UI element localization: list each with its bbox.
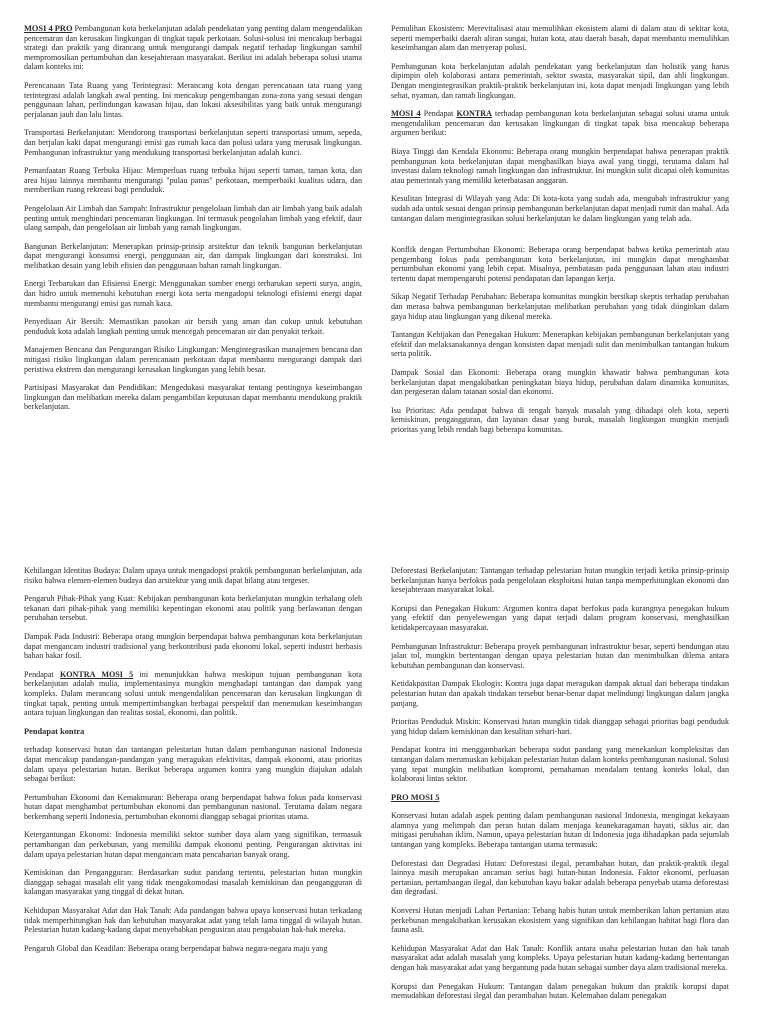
paragraph: Dampak Sosial dan Ekonomi: Beberapa orang mungkin khawatir bahwa pembangunan kota berkelanjutan dapat mengakibatkan peningkatan biaya hidup, perubahan dalam dinamika komunitas, dan pergeseran dalam tatanan sosial dan ekonomi.	[391, 368, 729, 397]
paragraph	[391, 109, 729, 138]
heading-mosi-4: MOSI 4	[391, 109, 421, 119]
paragraph: Ketergantungan Ekonomi: Indonesia memiliki sektor sumber daya alam yang signifikan, termasuk pertambangan dan perkebunan, yang memiliki dampak ekonomi penting. Pengurangan aktivitas ini dalam upaya pelestarian hutan dapat mengancam mata pencaharian banyak orang.	[24, 830, 362, 859]
paragraph: Pembangunan kota berkelanjutan adalah pendekatan yang berkelanjutan dan holistik yang harus dipimpin oleh kolaborasi antara pemerintah, sektor swasta, masyarakat sipil, dan ahli lingkungan. Dengan mengintegrasikan praktik-praktik berkelanjutan ini, kota dapat menjadi lingkungan yang lebih sehat, nyaman, dan ramah lingkungan.	[391, 61, 729, 100]
paragraph: Sikap Negatif Terhadap Perubahan: Beberapa komunitas mungkin bersikap skeptis terhadap perubahan dan merasa bahwa pembangunan berkelanjutan melibatkan perubahan yang tidak diinginkan dalam gaya hidup atau lingkungan yang dikenal mereka.	[391, 292, 729, 321]
paragraph: Pengelolaan Air Limbah dan Sampah: Infrastruktur pengelolaan limbah dan air limbah yang baik adalah penting untuk menghindari pencemaran lingkungan. Ini termasuk pengolahan limbah yang efektif, daur ulang sampah, dan pengelolaan air limbah yang ramah lingkungan.	[24, 203, 362, 233]
heading-pro-mosi-5: PRO MOSI 5	[391, 792, 440, 802]
column-top-right	[391, 24, 729, 514]
paragraph: Partisipasi Masyarakat dan Pendidikan: Mengedukasi masyarakat tentang pentingnya keseimbangan lingkungan dan melibatkan mereka dalam pengambilan keputusan dapat membantu mendukung praktik berkelanjutan.	[24, 383, 362, 412]
paragraph	[24, 670, 362, 718]
paragraph: Pengaruh Pihak-Pihak yang Kuat: Kebijakan pembangunan kota berkelanjutan mungkin terhalang oleh tekanan dari pihak-pihak yang memiliki kepentingan ekonomi atau politik yang berlawanan dengan perubahan tersebut.	[24, 594, 362, 623]
paragraph: Pemulihan Ekosistem: Merevitalisasi atau memulihkan ekosistem alami di dalam atau di sekitar kota, seperti memperbaiki daerah aliran sungai, hutan kota, atau daerah basah, dapat membantu memulihkan keseimbangan alam dan menyerap polusi.	[391, 24, 729, 53]
paragraph: Kemiskinan dan Pengangguran: Berdasarkan sudut pandang tertentu, pelestarian hutan mungkin dianggap sebagai masalah elit yang tidak mengakomodasi masalah kemiskinan dan pengangguran di kalangan masyarakat yang tinggal di dekat hutan.	[24, 868, 362, 897]
paragraph: Transportasi Berkelanjutan: Mendorong transportasi berkelanjutan seperti transportasi umum, sepeda, dan berjalan kaki dapat mengurangi emisi gas rumah kaca dan polusi udara yang merusak lingkungan. Pembangunan infrastruktur yang mendukung transportasi berkelanjutan adalah kunci.	[24, 128, 362, 157]
inline-text: ini menunjukkan bahwa meskipun tujuan pembangunan kota berkelanjutan adalah mulia, implementasinya mungkin menghadapi tantangan dan dampak yang kompleks. Dalam merancang solusi untuk mengendalikan pencemaran dan kerusakan lingkungan di tingkat tapak, penting untuk mempertimbangkan berbagai perspektif dan menemukan keseimbangan antara tujuan lingkungan dan realitas sosial, ekonomi, dan politik.	[24, 669, 362, 718]
paragraph: Prioritas Penduduk Miskin: Konservasi hutan mungkin tidak dianggap sebagai prioritas bagi penduduk yang hidup dalam kemiskinan dan kesulitan sehari-hari.	[391, 717, 729, 736]
column-bottom-right	[391, 566, 729, 1024]
paragraph: Manajemen Bencana dan Pengurangan Risiko Lingkungan: Mengintegrasikan manajemen bencana dan mitigasi risiko lingkungan dalam perencanaan perkotaan dapat membantu mengurangi dampak dari peristiwa ekstrem dan mengurangi kerusakan lingkungan yang lebih besar.	[24, 345, 362, 374]
heading-mosi-4-pro: MOSI 4 PRO	[24, 24, 73, 33]
paragraph: Pertumbuhan Ekonomi dan Kemakmuran: Beberapa orang berpendapat bahwa fokus pada konservasi hutan dapat menghambat pertumbuhan ekonomi dan pembangunan nasional. Terutama dalam negara berkembang seperti Indonesia, pertumbuhan ekonomi dianggap sebagai prioritas utama.	[24, 792, 362, 821]
paragraph: Pendapat kontra ini menggambarkan beberapa sudut pandang yang menekankan kompleksitas dan tantangan dalam merumuskan kebijakan pelestarian hutan dalam konteks pembangunan nasional. Solusi yang tepat mungkin melibatkan kompromi, pemahaman mendalam tentang konteks lokal, dan kolaborasi lintas sektor.	[391, 745, 729, 784]
paragraph: terhadap konservasi hutan dan tantangan pelestarian hutan dalam pembangunan nasional Indonesia dapat mencakup pandangan-pandangan yang meragukan efektivitas, dampak ekonomi, atau prioritas dalam upaya pelestarian hutan. Berikut beberapa argumen kontra yang mungkin diajukan adalah sebagai berikut:	[24, 745, 362, 784]
paragraph: Pembangunan Infrastruktur: Beberapa proyek pembangunan infrastruktur besar, seperti bendungan atau jalan tol, mungkin bertentangan dengan upaya pelestarian hutan dan menimbulkan dilema antara kebutuhan pembangunan dan konservasi.	[391, 641, 729, 670]
paragraph: Dampak Pada Industri: Beberapa orang mungkin berpendapat bahwa pembangunan kota berkelanjutan dapat mengancam industri tradisional yang berkontribusi pada ekonomi lokal, seperti industri berbasis bahan bakar fosil.	[24, 631, 362, 661]
paragraph: Kehilangan Identitas Budaya: Dalam upaya untuk mengadopsi praktik pembangunan berkelanjutan, ada risiko bahwa elemen-elemen budaya dan arsitektur yang unik dapat hilang atau tergeser.	[24, 566, 362, 585]
paragraph	[391, 793, 729, 803]
inline-text: terhadap pembangunan kota berkelanjutan sebagai solusi utama untuk mengendalikan pencemaran dan kerusakan lingkungan di tingkat tapak bisa mencakup beberapa argumen berikut:	[391, 109, 729, 138]
paragraph: Bangunan Berkelanjutan: Menerapkan prinsip-prinsip arsitektur dan teknik bangunan berkelanjutan dapat mengurangi konsumsi energi, penggunaan air, dan dampak lingkungan dari konstruksi. Ini melibatkan desain yang lebih efisien dan penggunaan bahan ramah lingkungan.	[24, 241, 362, 270]
paragraph: Kehidupan Masyarakat Adat dan Hak Tanah: Ada pandangan bahwa upaya konservasi hutan terkadang tidak memperhitungkan hak dan kebutuhan masyarakat adat yang telah lama tinggal di wilayah hutan. Pelestarian hutan kadang-kadang dapat menyebabkan pengusiran atau pengabaian hak-hak mereka.	[24, 906, 362, 935]
inline-text: Pendapat	[24, 669, 60, 679]
paragraph: Deforestasi dan Degradasi Hutan: Deforestasi ilegal, perambahan hutan, dan praktik-praktik ilegal lainnya masih merupakan ancaman serius bagi hutan-hutan Indonesia. Faktor ekonomi, perluasan pertanian, pertambangan ilegal, dan kebutuhan kayu bakar adalah beberapa penyebab utama deforestasi dan degradasi.	[391, 858, 729, 897]
paragraph: Energi Terbarukan dan Efisiensi Energi: Menggunakan sumber energi terbarukan seperti surya, angin, dan hidro untuk memenuhi kebutuhan energi kota serta mengadopsi teknologi efisiensi energi dapat membantu mengurangi emisi gas rumah kaca.	[24, 279, 362, 308]
paragraph: Kehidupan Masyarakat Adat dan Hak Tanah: Konflik antara usaha pelestarian hutan dan hak tanah masyarakat adat adalah masalah yang kompleks. Upaya pelestarian hutan kadang-kadang bertentangan dengan hak masyarakat adat yang bergantung pada hutan sebagai sumber daya alam tradisional mereka.	[391, 943, 729, 972]
paragraph: Konservasi hutan adalah aspek penting dalam pembangunan nasional Indonesia, mengingat kekayaan alamnya yang melimpah dan peran hutan dalam menjaga keanekaragaman hayati, siklus air, dan mitigasi perubahan iklim. Namun, upaya pelestarian hutan di Indonesia juga dihadapkan pada sejumlah tantangan yang kompleks. Beberapa tantangan utama termasuk:	[391, 811, 729, 850]
kontra-label: KONTRA	[456, 109, 492, 119]
paragraph: Korupsi dan Penegakan Hukum: Tantangan dalam penegakan hukum dan praktik korupsi dapat memudahkan deforestasi ilegal dan perambahan hutan. Kelemahan dalam penegakan	[391, 981, 729, 1001]
column-bottom-left	[24, 566, 362, 1024]
paragraph: Konflik dengan Pertumbuhan Ekonomi: Beberapa orang berpendapat bahwa ketika pemerintah atau pengembang fokus pada pembangunan kota berkelanjutan, ini mungkin dapat menghambat pertumbuhan ekonomi yang lebih cepat. Misalnya, pembatasan pada penggunaan lahan atau industri tertentu dapat mempengaruhi potensi pendapatan dan lapangan kerja.	[391, 245, 729, 283]
paragraph: Penyediaan Air Bersih: Memastikan pasokan air bersih yang aman dan cukup untuk kebutuhan penduduk kota adalah langkah penting untuk mencegah pencemaran air dan penyakit terkait.	[24, 317, 362, 336]
paragraph: Konversi Hutan menjadi Lahan Pertanian: Tebang habis hutan untuk memberikan lahan pertanian atau perkebunan mengakibatkan kerusakan ekosistem yang signifikan dan kehilangan habitat bagi flora dan fauna asli.	[391, 906, 729, 935]
paragraph: Ketidakpastian Dampak Ekologis: Kontra juga dapat meragukan dampak aktual dari beberapa tindakan pelestarian hutan dan apakah tindakan tersebut benar-benar dapat melindungi lingkungan dalam jangka panjang.	[391, 679, 729, 708]
inline-text: Pendapat	[420, 109, 457, 119]
paragraph: Isu Prioritas: Ada pendapat bahwa di tengah banyak masalah yang dihadapi oleh kota, seperti kemiskinan, pengangguran, dan layanan dasar yang buruk, masalah lingkungan mungkin menjadi prioritas yang lebih rendah bagi beberapa komunitas.	[391, 405, 729, 434]
paragraph: Kesulitan Integrasi di Wilayah yang Ada: Di kota-kota yang sudah ada, mengubah infrastruktur yang sudah ada untuk sesuai dengan prinsip pembangunan berkelanjutan dapat menjadi rumit dan mahal. Ada tantangan dalam mengintegrasikan solusi berkelanjutan ke dalam lingkungan yang telah ada.	[391, 194, 729, 223]
paragraph	[24, 24, 362, 72]
heading-kontra-mosi-5: KONTRA MOSI 5	[59, 669, 134, 679]
paragraph: Korupsi dan Penegakan Hukum: Argumen kontra dapat berfokus pada kurangnya penegakan hukum yang efektif dan penyelewengan yang dapat terjadi dalam program konservasi, menghasilkan ketidakpercayaan masyarakat.	[391, 603, 729, 632]
subheading-pendapat-kontra: Pendapat kontra	[24, 726, 85, 736]
column-top-left	[24, 24, 362, 514]
spacer	[391, 232, 729, 236]
paragraph: Perencanaan Tata Ruang yang Terintegrasi: Merancang kota dengan perencanaan tata ruang yang terintegrasi adalah langkah awal penting. Ini mencakup pengembangan zona-zona yang sesuai dengan penggunaan lahan, perlindungan kawasan hijau, dan lokasi aksesibilitas yang baik untuk mengurangi perjalanan jauh dan lalu lintas.	[24, 80, 362, 119]
paragraph: Tantangan Kebijakan dan Penegakan Hukum: Menerapkan kebijakan pembangunan berkelanjutan yang efektif dan melaksanakannya dengan konsisten dapat menjadi sulit dan menimbulkan tantangan hukum serta politik.	[391, 330, 729, 359]
paragraph: Pengaruh Global dan Keadilan: Beberapa orang berpendapat bahwa negara-negara maju yang	[24, 943, 328, 953]
intro-text: Pembangunan kota berkelanjutan adalah pendekatan yang penting dalam mengendalikan pencemaran dan kerusakan lingkungan di tingkat tapak perkotaan. Solusi-solusi ini mencakup berbagai strategi dan praktik yang dirancang untuk mengurangi dampak negatif terhadap lingkungan sambil mempromosikan pertumbuhan dan kesejahteraan masyarakat. Berikut ini adalah beberapa solusi utama dalam konteks ini:	[24, 24, 362, 72]
paragraph: Pemanfaatan Ruang Terbuka Hijau: Memperluas ruang terbuka hijau seperti taman, taman kota, dan area hijau lainnya membantu mengurangi "pulau panas" perkotaan, memperbaiki kualitas udara, dan memberikan ruang rekreasi bagi penduduk.	[24, 166, 362, 195]
paragraph: Biaya Tinggi dan Kendala Ekonomi: Beberapa orang mungkin berpendapat bahwa penerapan praktik pembangunan kota berkelanjutan dapat menghasilkan biaya awal yang tinggi, terutama dalam hal investasi dalam teknologi ramah lingkungan dan infrastruktur. Ini mungkin sulit dicapai oleh komunitas atau pemerintah yang memiliki keterbatasan anggaran.	[391, 146, 729, 185]
paragraph: Deforestasi Berkelanjutan: Tantangan terhadap pelestarian hutan mungkin terjadi ketika prinsip-prinsip berkelanjutan hanya berfokus pada pengelolaan eksploitasi hutan tanpa memperhitungkan ekonomi dan kesejahteraan masyarakat lokal.	[391, 566, 729, 595]
